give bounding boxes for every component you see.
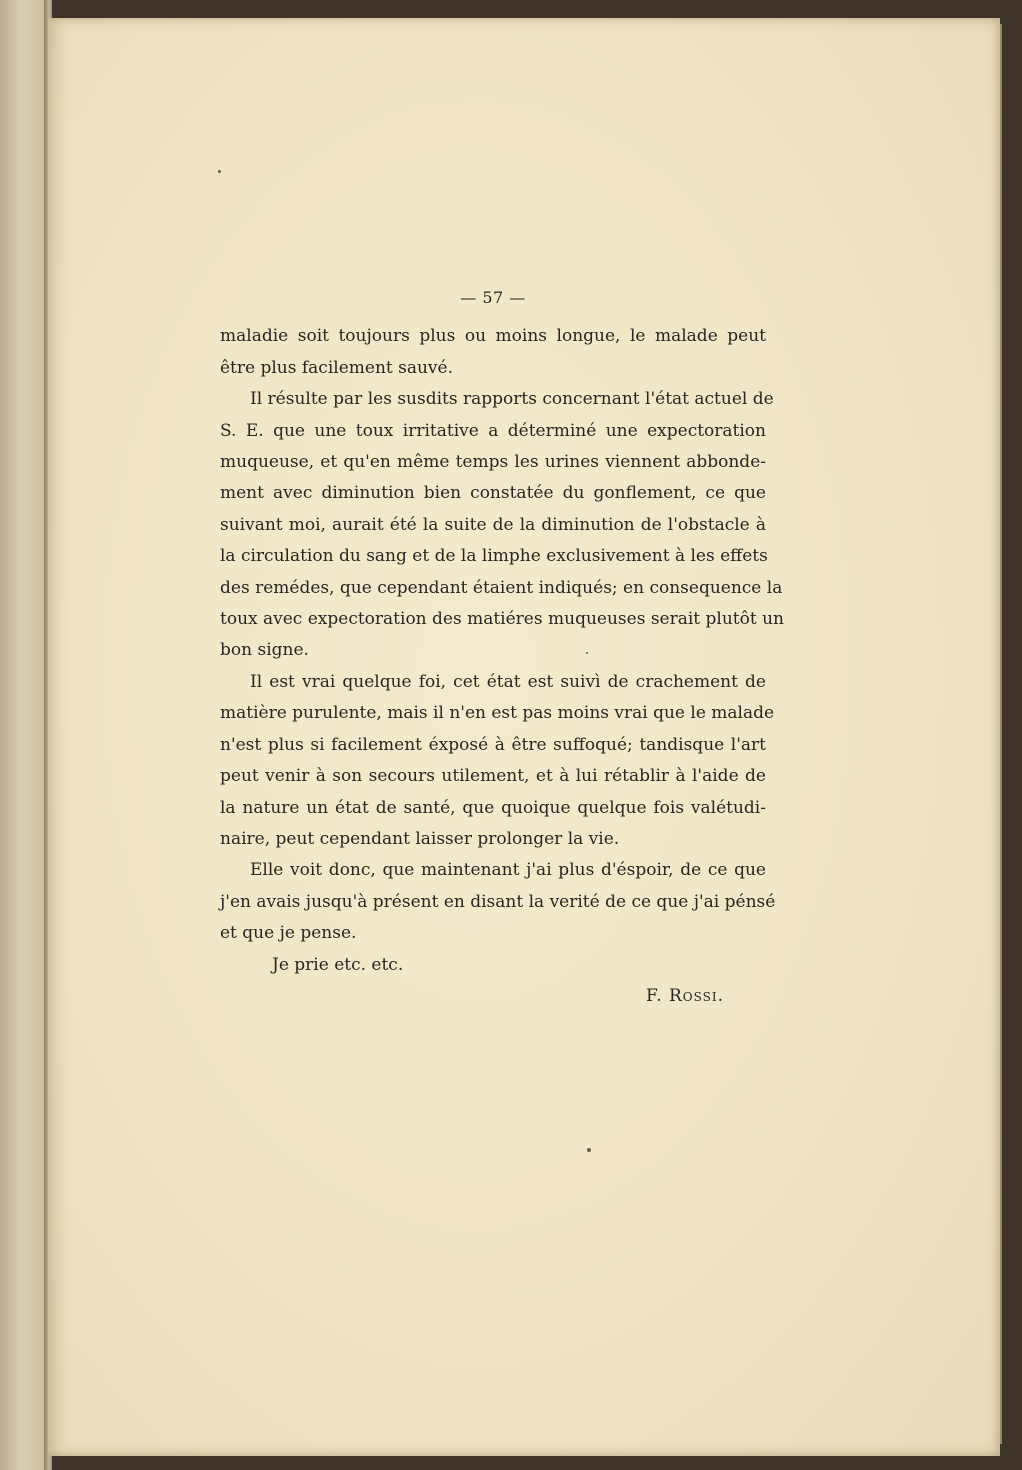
- paper-spot: [587, 1148, 591, 1152]
- text-line: Il résulte par les susdits rapports concernant l'état actuel de: [250, 389, 774, 410]
- paragraph: [220, 321, 766, 384]
- signature-surname: Rossi.: [668, 985, 724, 1006]
- text-line: muqueuse, et qu'en même temps les urines viennent abbonde-: [220, 452, 766, 473]
- text-line: être plus facilement sauvé.: [220, 357, 454, 378]
- paragraph: [220, 384, 785, 667]
- text-line: Elle voit donc, que maintenant j'ai plus d'éspoir, de ce que: [250, 860, 766, 881]
- text-line: ment avec diminution bien constatée du gonflement, ce que: [220, 483, 766, 504]
- paper-spot: [218, 170, 221, 173]
- text-line: la nature un état de santé, que quoique quelque fois valétudi-: [220, 797, 766, 818]
- text-line: n'est plus si facilement éxposé à être suffoqué; tandisque l'art: [220, 734, 766, 755]
- closing-formula: Je prie etc. etc.: [272, 954, 404, 975]
- paragraph: [220, 855, 776, 949]
- text-line: toux avec expectoration des matiéres muqueuses serait plutôt un: [220, 609, 785, 630]
- text-line: suivant moi, aurait été la suite de la diminution de l'obstacle à: [220, 514, 766, 535]
- text-line: bon signe.: [220, 640, 309, 661]
- paragraph: [220, 667, 775, 855]
- text-line: j'en avais jusqu'à présent en disant la verité de ce que j'ai pénsé: [220, 891, 776, 912]
- text-line: peut venir à son secours utilement, et à lui rétablir à l'aide de: [220, 766, 766, 787]
- page-text: [220, 282, 785, 1012]
- text-line: la circulation du sang et de la limphe exclusivement à les effets: [220, 546, 768, 567]
- text-line: et que je pense.: [220, 923, 357, 944]
- text-line: des remédes, que cependant étaient indiqués; en consequence la: [220, 577, 783, 598]
- signature: [220, 981, 766, 1012]
- text-line: maladie soit toujours plus ou moins longue, le malade peut: [220, 326, 766, 347]
- text-line: Il est vrai quelque foi, cet état est suivì de crachement de: [250, 671, 766, 692]
- text-line: S. E. que une toux irritative a déterminé une expectoration: [220, 420, 766, 441]
- signature-initial: F.: [646, 985, 663, 1006]
- text-line: naire, peut cependant laisser prolonger la vie.: [220, 828, 620, 849]
- page-number: — 57 —: [460, 288, 526, 307]
- text-line: matière purulente, mais il n'en est pas moins vrai que le malade: [220, 703, 775, 724]
